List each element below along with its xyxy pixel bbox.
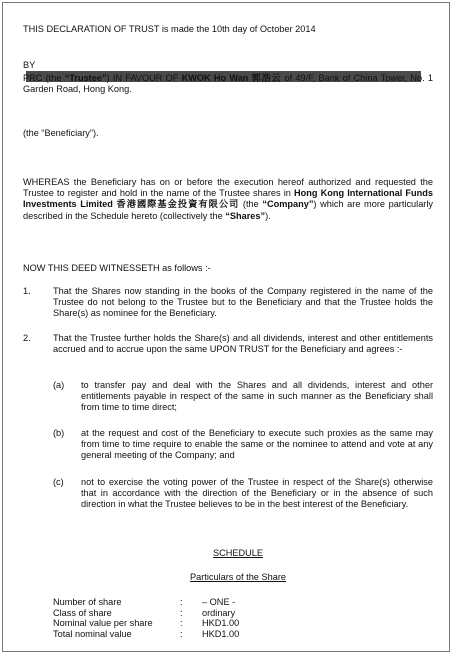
company-term: “Company” bbox=[262, 199, 314, 210]
beneficiary-definition: (the “Beneficiary”). bbox=[23, 128, 99, 138]
particulars-title-text: Particulars of the Share bbox=[189, 572, 286, 582]
trustee-term: “Trustee” bbox=[64, 73, 107, 83]
schedule-title-text: SCHEDULE bbox=[212, 548, 264, 558]
clause-1 bbox=[23, 286, 433, 320]
subclause-label: (b) bbox=[53, 428, 65, 438]
schedule-separator: : bbox=[180, 628, 183, 639]
prc-text-3: of 49/F, Bank of China Tower, No. 1 Garden Road, Hong Kong. bbox=[23, 73, 434, 95]
prc-text-2: ) IN FAVOUR OF bbox=[106, 73, 182, 83]
document-page bbox=[2, 2, 450, 652]
schedule-row bbox=[53, 629, 239, 640]
schedule-title bbox=[33, 548, 443, 559]
schedule-value: ordinary bbox=[202, 607, 236, 618]
clause-text: That the Shares now standing in the books of the Company registered in the name of the Trustee do not belong to the Trustee but to the Beneficiary and that the Trustee holds the Share(s) as nominee for the Beneficiary. bbox=[53, 286, 433, 319]
shares-term: “Shares” bbox=[225, 210, 266, 221]
witnesseth-line: NOW THIS DEED WITNESSETH as follows :- bbox=[23, 263, 211, 273]
subclause-b bbox=[53, 428, 433, 462]
schedule-label: Total nominal value bbox=[53, 628, 132, 639]
clause-number: 1. bbox=[23, 286, 31, 296]
schedule-value: HKD1.00 bbox=[202, 618, 240, 629]
beneficiary-name: KWOK Ho Wan 郭浩云 bbox=[181, 73, 282, 83]
whereas-text-4: ). bbox=[265, 210, 271, 221]
whereas-paragraph bbox=[23, 177, 433, 222]
whereas-text-1: WHEREAS the Beneficiary has on or before the execution hereof authorized and requested the Trustee to register and hold in the name of the Trustee shares in bbox=[23, 177, 433, 199]
subclause-text: to transfer pay and deal with the Shares and all dividends, interest and other entitlements payable in respect of the same in such manner as the Beneficiary shall from time to time direct; bbox=[81, 380, 433, 413]
clause-text: That the Trustee further holds the Share(s) and all dividends, interest and other entitlements accrued and to accrue upon the same UPON TRUST for the Beneficiary and agrees :- bbox=[53, 333, 433, 355]
subclause-label: (a) bbox=[53, 380, 65, 390]
schedule-row bbox=[53, 597, 239, 608]
subclause-c bbox=[53, 477, 433, 511]
schedule-table bbox=[53, 597, 239, 639]
schedule-label: Nominal value per share bbox=[53, 618, 153, 629]
prc-text-1: PRC (the bbox=[23, 73, 65, 83]
schedule-row bbox=[53, 618, 239, 629]
subclause-label: (c) bbox=[53, 477, 64, 487]
trustee-paragraph bbox=[23, 73, 433, 95]
clause-number: 2. bbox=[23, 333, 31, 343]
declaration-heading: THIS DECLARATION OF TRUST is made the 10th day of October 2014 bbox=[23, 24, 316, 34]
subclause-a bbox=[53, 380, 433, 414]
whereas-text-2: (the bbox=[239, 199, 263, 210]
by-label: BY bbox=[23, 60, 36, 70]
subclause-text: at the request and cost of the Beneficiary to execute such proxies as the same may from time to time require to enable the same or the nominee to attend and vote at any general meeting of the Company; and bbox=[81, 428, 433, 461]
particulars-title bbox=[33, 572, 443, 583]
subclause-text: not to exercise the voting power of the Trustee in respect of the Share(s) otherwise that in accordance with the direction of the Beneficiary or in the absence of such direction in what the Trustee believes to be in the best interest of the Beneficiary. bbox=[81, 477, 433, 510]
schedule-row bbox=[53, 608, 239, 619]
schedule-label: Class of share bbox=[53, 607, 112, 618]
schedule-label: Number of share bbox=[53, 597, 122, 607]
schedule-separator: : bbox=[180, 597, 183, 607]
schedule-separator: : bbox=[180, 607, 183, 618]
whereas-text-3: ) which are more particularly described in the Schedule hereto (collectively the bbox=[23, 199, 434, 221]
company-name: Hong Kong International Funds Investments Limited 香港國際基金投資有限公司 bbox=[23, 188, 433, 210]
clause-2 bbox=[23, 333, 433, 355]
schedule-separator: : bbox=[180, 618, 183, 629]
schedule-value: HKD1.00 bbox=[202, 628, 240, 639]
schedule-value: – ONE - bbox=[202, 597, 236, 607]
